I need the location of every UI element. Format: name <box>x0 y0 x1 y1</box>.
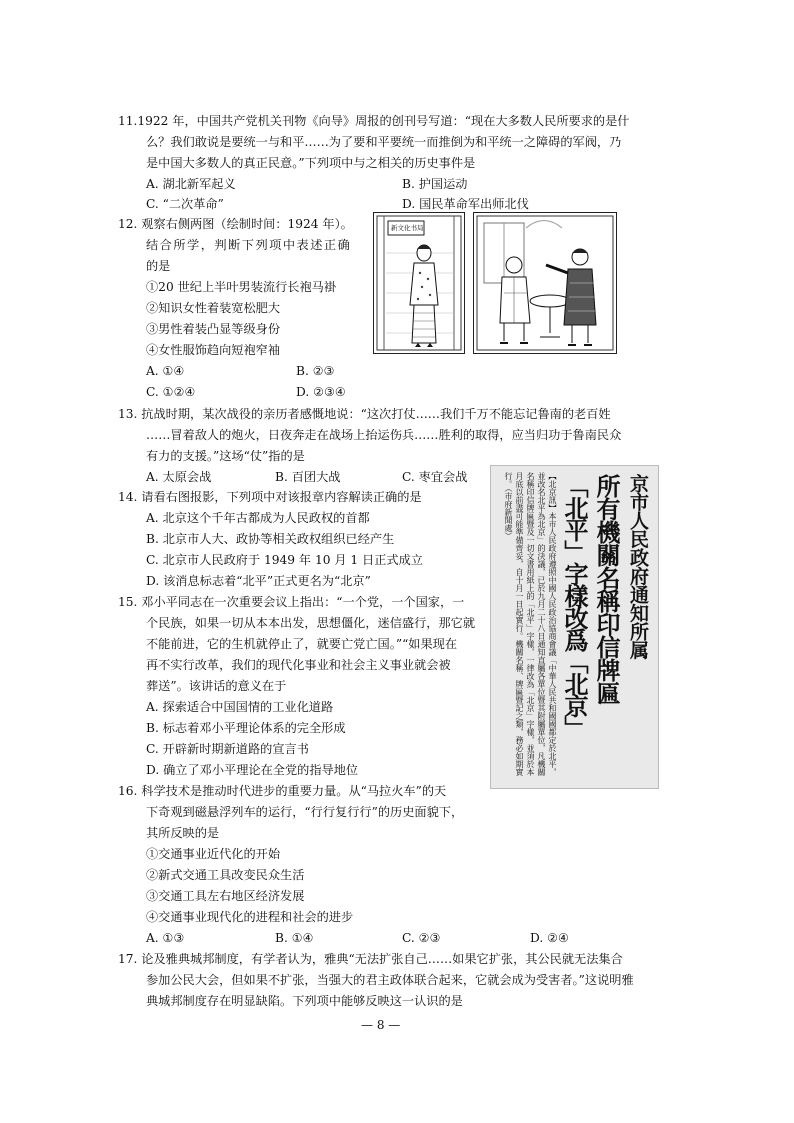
q15-line-1: 15. 邓小平同志在一次重要会议上指出：“一个党，一个国家，一 <box>118 595 465 609</box>
newspaper-headline-3: 「北平」字樣改爲「北京」 <box>560 474 589 738</box>
q13-option-b: B. 百团大战 <box>275 470 341 484</box>
figure-two-men-illustration <box>473 212 617 354</box>
q12-option-d: D. ②③④ <box>296 385 346 399</box>
newspaper-clipping <box>490 465 659 789</box>
q15-option-b: B. 标志着邓小平理论体系的完全形成 <box>146 721 346 735</box>
q12-line-2: 结合所学，判断下列项中表述正确 <box>146 238 352 252</box>
newspaper-headline-1: 京市人民政府通知所属 <box>627 474 649 659</box>
newspaper-body <box>498 472 558 782</box>
two-men-drawing <box>474 213 616 353</box>
q11-line-3: 是中国大多数人的真正民意。”下列项中与之相关的历史事件是 <box>146 156 476 170</box>
q12-line-3: 的是 <box>146 259 171 273</box>
woman-drawing <box>374 213 464 353</box>
q14-option-c: C. 北京市人民政府于 1949 年 10 月 1 日正式成立 <box>146 553 423 567</box>
q11-line-2: 么？我们敢说是要统一与和平……为了要和平要统一而推倒为和平统一之障碍的军阀，乃 <box>146 135 622 149</box>
q16-line-7: ④交通事业现代化的进程和社会的进步 <box>146 910 354 924</box>
q16-option-b: B. ①④ <box>275 931 314 945</box>
q15-option-c: C. 开辟新时期新道路的宣言书 <box>146 742 309 756</box>
newspaper-body-line-2: 於北平，並改名北平為北京」的決議，已於九月二十八日通知直屬各單位暨其附屬單 <box>537 472 557 776</box>
q11-line-1: 11.1922 年，中国共产党机关刊物《向导》周报的创刊号写道：“现在大多数人民所要求的是什 <box>118 114 630 128</box>
newspaper-body-line-3: 位，凡機關名稱印信牌匾暨及一切文書用紙上的「北平」字樣，一律 <box>526 472 546 776</box>
newspaper-headline-2: 所有機關名稱印信牌匾 <box>592 474 621 704</box>
q16-option-a: A. ①③ <box>146 931 185 945</box>
q16-line-3: 其所反映的是 <box>146 826 220 840</box>
q11-option-d: D. 国民革命军出师北伐 <box>402 197 529 211</box>
q16-option-c: C. ②③ <box>402 931 441 945</box>
q13-option-a: A. 太原会战 <box>146 470 212 484</box>
q13-line-3: 有力的支援。”这场“仗”指的是 <box>146 449 305 463</box>
newspaper-body-line-4: 改為「北京」字樣，並須於本月底以前盡可能準備齊妥，自十月一日起實行。機關名 <box>515 472 535 776</box>
q16-line-4: ①交通事业近代化的开始 <box>146 847 281 861</box>
newspaper-body-line-5: 稱、牌匾暨記之類，務必如期實行。（市府新聞處） <box>504 472 524 776</box>
q12-line-6: ③男性着装凸显等级身份 <box>146 322 281 336</box>
q16-line-1: 16. 科学技术是推动时代进步的重要力量。从“马拉火车”的天 <box>118 784 447 798</box>
figure-woman-illustration <box>373 212 465 354</box>
q12-option-b: B. ②③ <box>296 364 335 378</box>
figure1-sign-text: 新文化书局 <box>391 224 424 232</box>
q16-line-5: ②新式交通工具改变民众生活 <box>146 868 305 882</box>
q15-line-4: 再不实行改革，我们的现代化事业和社会主义事业就会被 <box>146 658 451 672</box>
q16-line-2: 下奇观到磁悬浮列车的运行，“行行复行行”的历史面貌下， <box>146 805 464 819</box>
q13-line-1: 13. 抗战时期，某次战役的亲历者感慨地说：“这次打仗……我们千万不能忘记鲁南的老百姓 <box>118 407 611 421</box>
q17-line-2: 参加公民大会，但如果不扩张，当强大的君主政体联合起来，它就会成为受害者。”这说明雅 <box>146 973 634 987</box>
q16-option-d: D. ②④ <box>530 931 569 945</box>
q17-line-3: 典城邦制度存在明显缺陷。下列项中能够反映这一认识的是 <box>146 994 463 1008</box>
q15-line-2: 个民族，如果一切从本本出发，思想僵化，迷信盛行，那它就 <box>146 616 476 630</box>
q15-option-a: A. 探索适合中国国情的工业化道路 <box>146 700 334 714</box>
q14-option-d: D. 该消息标志着“北平”正式更名为“北京” <box>146 574 371 588</box>
q11-option-c: C. “二次革命” <box>146 197 224 211</box>
q15-line-5: 葬送”。该讲话的意义在于 <box>146 679 287 693</box>
q12-option-a: A. ①④ <box>146 364 185 378</box>
q16-line-6: ③交通工具左右地区经济发展 <box>146 889 305 903</box>
q13-line-2: ……冒着敌人的炮火，日夜奔走在战场上抬运伤兵……胜利的取得，应当归功于鲁南民众 <box>146 428 622 442</box>
q14-option-a: A. 北京这个千年古都成为人民政权的首都 <box>146 511 370 525</box>
q12-line-1: 12. 观察右侧两图（绘制时间：1924 年）。 <box>118 217 353 231</box>
q12-option-c: C. ①②④ <box>146 385 196 399</box>
q15-line-3: 不能前进，它的生机就停止了，就要亡党亡国。”“如果现在 <box>146 637 458 651</box>
q14-line-1: 14. 请看右图报影，下列项中对该报章内容解读正确的是 <box>118 490 422 504</box>
newspaper-body-line-1: 【北京訊】本市人民政府遵照中國人民政治協商會議「中華人民共和國國都定 <box>548 472 557 744</box>
q11-option-b: B. 护国运动 <box>402 177 468 191</box>
page-number: — 8 — <box>361 1018 401 1032</box>
q13-option-c: C. 枣宜会战 <box>402 470 468 484</box>
q12-line-5: ②知识女性着装宽松肥大 <box>146 301 281 315</box>
q12-line-7: ④女性服饰趋向短袍窄袖 <box>146 343 281 357</box>
q14-option-b: B. 北京市人大、政协等相关政权组织已经产生 <box>146 532 395 546</box>
q17-line-1: 17. 论及雅典城邦制度，有学者认为，雅典“无法扩张自己……如果它扩张，其公民就无法集合 <box>118 952 623 966</box>
q12-line-4: ①20 世纪上半叶男装流行长袍马褂 <box>146 280 337 294</box>
q15-option-d: D. 确立了邓小平理论在全党的指导地位 <box>146 763 359 777</box>
q11-option-a: A. 湖北新军起义 <box>146 177 236 191</box>
